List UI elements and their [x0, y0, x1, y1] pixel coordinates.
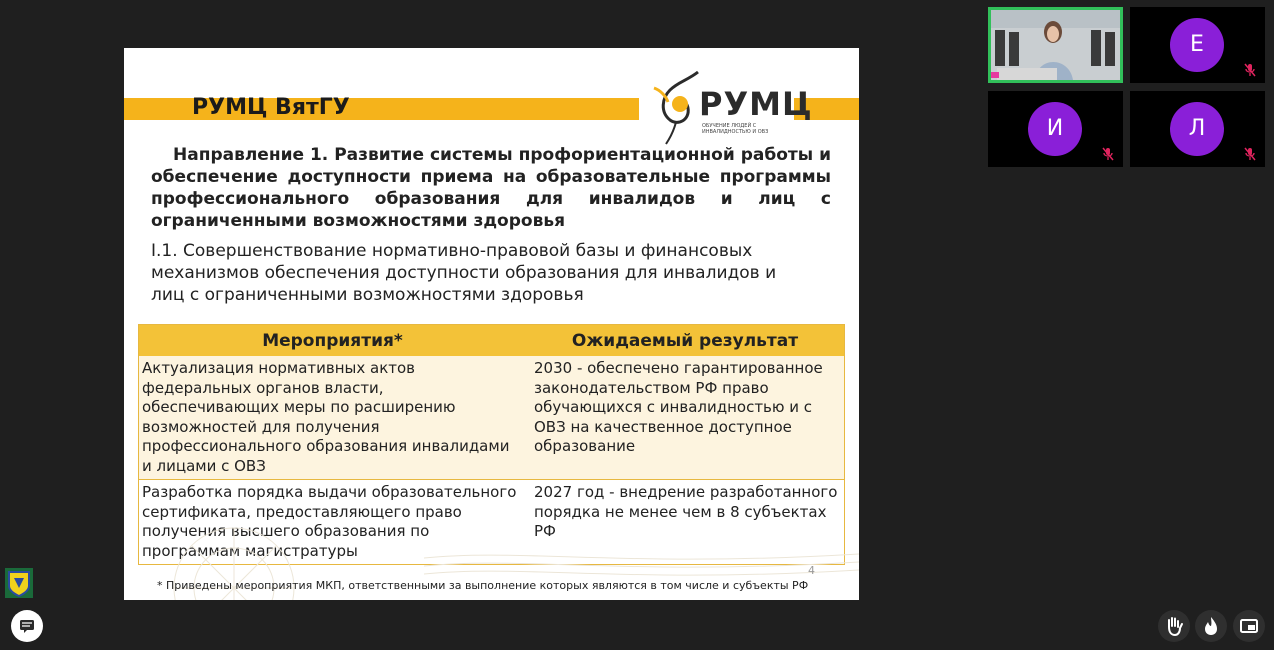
rumc-logo — [648, 68, 813, 148]
table-cell: 2027 год - внедрение разработанного порядка не менее чем в 8 субъектах РФ — [526, 480, 845, 565]
column-header-result: Ожидаемый результат — [526, 325, 845, 357]
participant-tile-video[interactable] — [988, 7, 1123, 83]
raise-hand-button[interactable] — [1158, 610, 1190, 642]
direction-heading: Направление 1. Развитие системы профориентационной работы и обеспечение доступности приема на образовательные программы профессионального образования для инвалидов и лиц с ограниченными возможностями здоровья — [151, 145, 831, 231]
muted-mic-icon — [1101, 147, 1115, 161]
reaction-icon — [1195, 610, 1227, 642]
table-cell: Разработка порядка выдачи образовательного сертификата, предоставляющего право получения высшего образования по программам магистратуры — [139, 480, 527, 565]
chat-button[interactable] — [11, 610, 43, 642]
raise-hand-icon — [1158, 610, 1190, 642]
organization-logo-icon[interactable] — [5, 568, 33, 598]
table-cell: Актуализация нормативных актов федеральных органов власти, обеспечивающих меры по расширению возможностей для получения профессионального образования инвалидами и лицами с ОВЗ — [139, 356, 527, 480]
picture-in-picture-icon — [1233, 610, 1265, 642]
picture-in-picture-button[interactable] — [1233, 610, 1265, 642]
muted-mic-icon — [1243, 147, 1257, 161]
column-header-measures: Мероприятия* — [139, 325, 527, 357]
page-number: 4 — [808, 564, 815, 577]
avatar: Е — [1170, 18, 1224, 72]
slide-title: РУМЦ ВятГУ — [192, 95, 350, 120]
reaction-button[interactable] — [1195, 610, 1227, 642]
participant-tile-e[interactable] — [1130, 7, 1265, 83]
avatar: И — [1028, 102, 1082, 156]
participant-tile-l[interactable] — [1130, 91, 1265, 167]
subsection-heading: I.1. Совершенствование нормативно-правовой базы и финансовых механизмов обеспечения доступности образования для инвалидов и лиц с ограниченными возможностями здоровья — [151, 241, 777, 305]
video-frame-icon — [991, 10, 1120, 80]
table-header-row — [139, 325, 845, 357]
logo-text: РУМЦ — [699, 85, 813, 123]
avatar: Л — [1170, 102, 1224, 156]
table-row — [139, 356, 845, 480]
presentation-slide — [124, 48, 859, 600]
muted-mic-icon — [1243, 63, 1257, 77]
chat-icon — [11, 610, 43, 642]
participant-tile-i[interactable] — [988, 91, 1123, 167]
footnote: * Приведены мероприятия МКП, ответственными за выполнение которых являются в том числе и субъекты РФ — [157, 579, 809, 592]
table-cell: 2030 - обеспечено гарантированное законодательством РФ право обучающихся с инвалидностью и с ОВЗ на качественное доступное образование — [526, 356, 845, 480]
logo-subtitle: ОБУЧЕНИЕ ЛЮДЕЙ С ИНВАЛИДНОСТЬЮ И ОВЗ — [702, 123, 769, 135]
participant-video — [991, 10, 1120, 80]
